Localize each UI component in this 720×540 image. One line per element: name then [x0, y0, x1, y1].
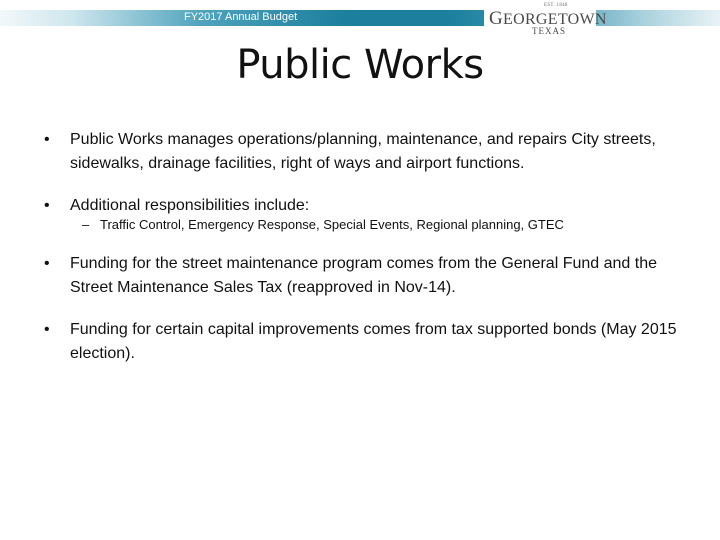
bullet-text: Funding for the street maintenance program comes from the General Fund and the Street Maintenance Sales Tax (reapproved in Nov-14). — [70, 255, 657, 296]
slide-title: Public Works — [236, 42, 484, 88]
bullet-dot-icon: • — [44, 255, 50, 272]
bullet-text: Funding for certain capital improvements comes from tax supported bonds (May 2015 election). — [70, 321, 677, 362]
header-band — [0, 0, 720, 36]
bullet-dot-icon: • — [44, 321, 50, 338]
bullet-item — [42, 318, 682, 366]
georgetown-logo — [484, 2, 607, 36]
bullet-text: Public Works manages operations/planning, maintenance, and repairs City streets, sidewalks, drainage facilities, right of ways and airport functions. — [70, 131, 656, 172]
bullet-text: Additional responsibilities include: — [70, 197, 310, 214]
logo-name-rest: EORGETOWN — [503, 11, 607, 28]
slide-content — [42, 128, 682, 384]
sub-bullet-text: Traffic Control, Emergency Response, Special Events, Regional planning, GTEC — [100, 217, 564, 232]
sub-bullet-item — [42, 216, 682, 234]
logo-state-text: TEXAS — [532, 26, 566, 36]
bullet-item — [42, 128, 682, 176]
bullet-dot-icon: • — [44, 131, 50, 148]
sub-bullet-dash-icon: – — [82, 217, 90, 232]
logo-name-initial: G — [489, 8, 504, 29]
bullet-dot-icon: • — [44, 197, 50, 214]
header-title: FY2017 Annual Budget — [184, 11, 298, 23]
logo-est-text: EST. 1848 — [544, 3, 568, 8]
bullet-item — [42, 252, 682, 300]
bullet-item — [42, 194, 682, 234]
header-gradient-bar — [0, 10, 720, 26]
